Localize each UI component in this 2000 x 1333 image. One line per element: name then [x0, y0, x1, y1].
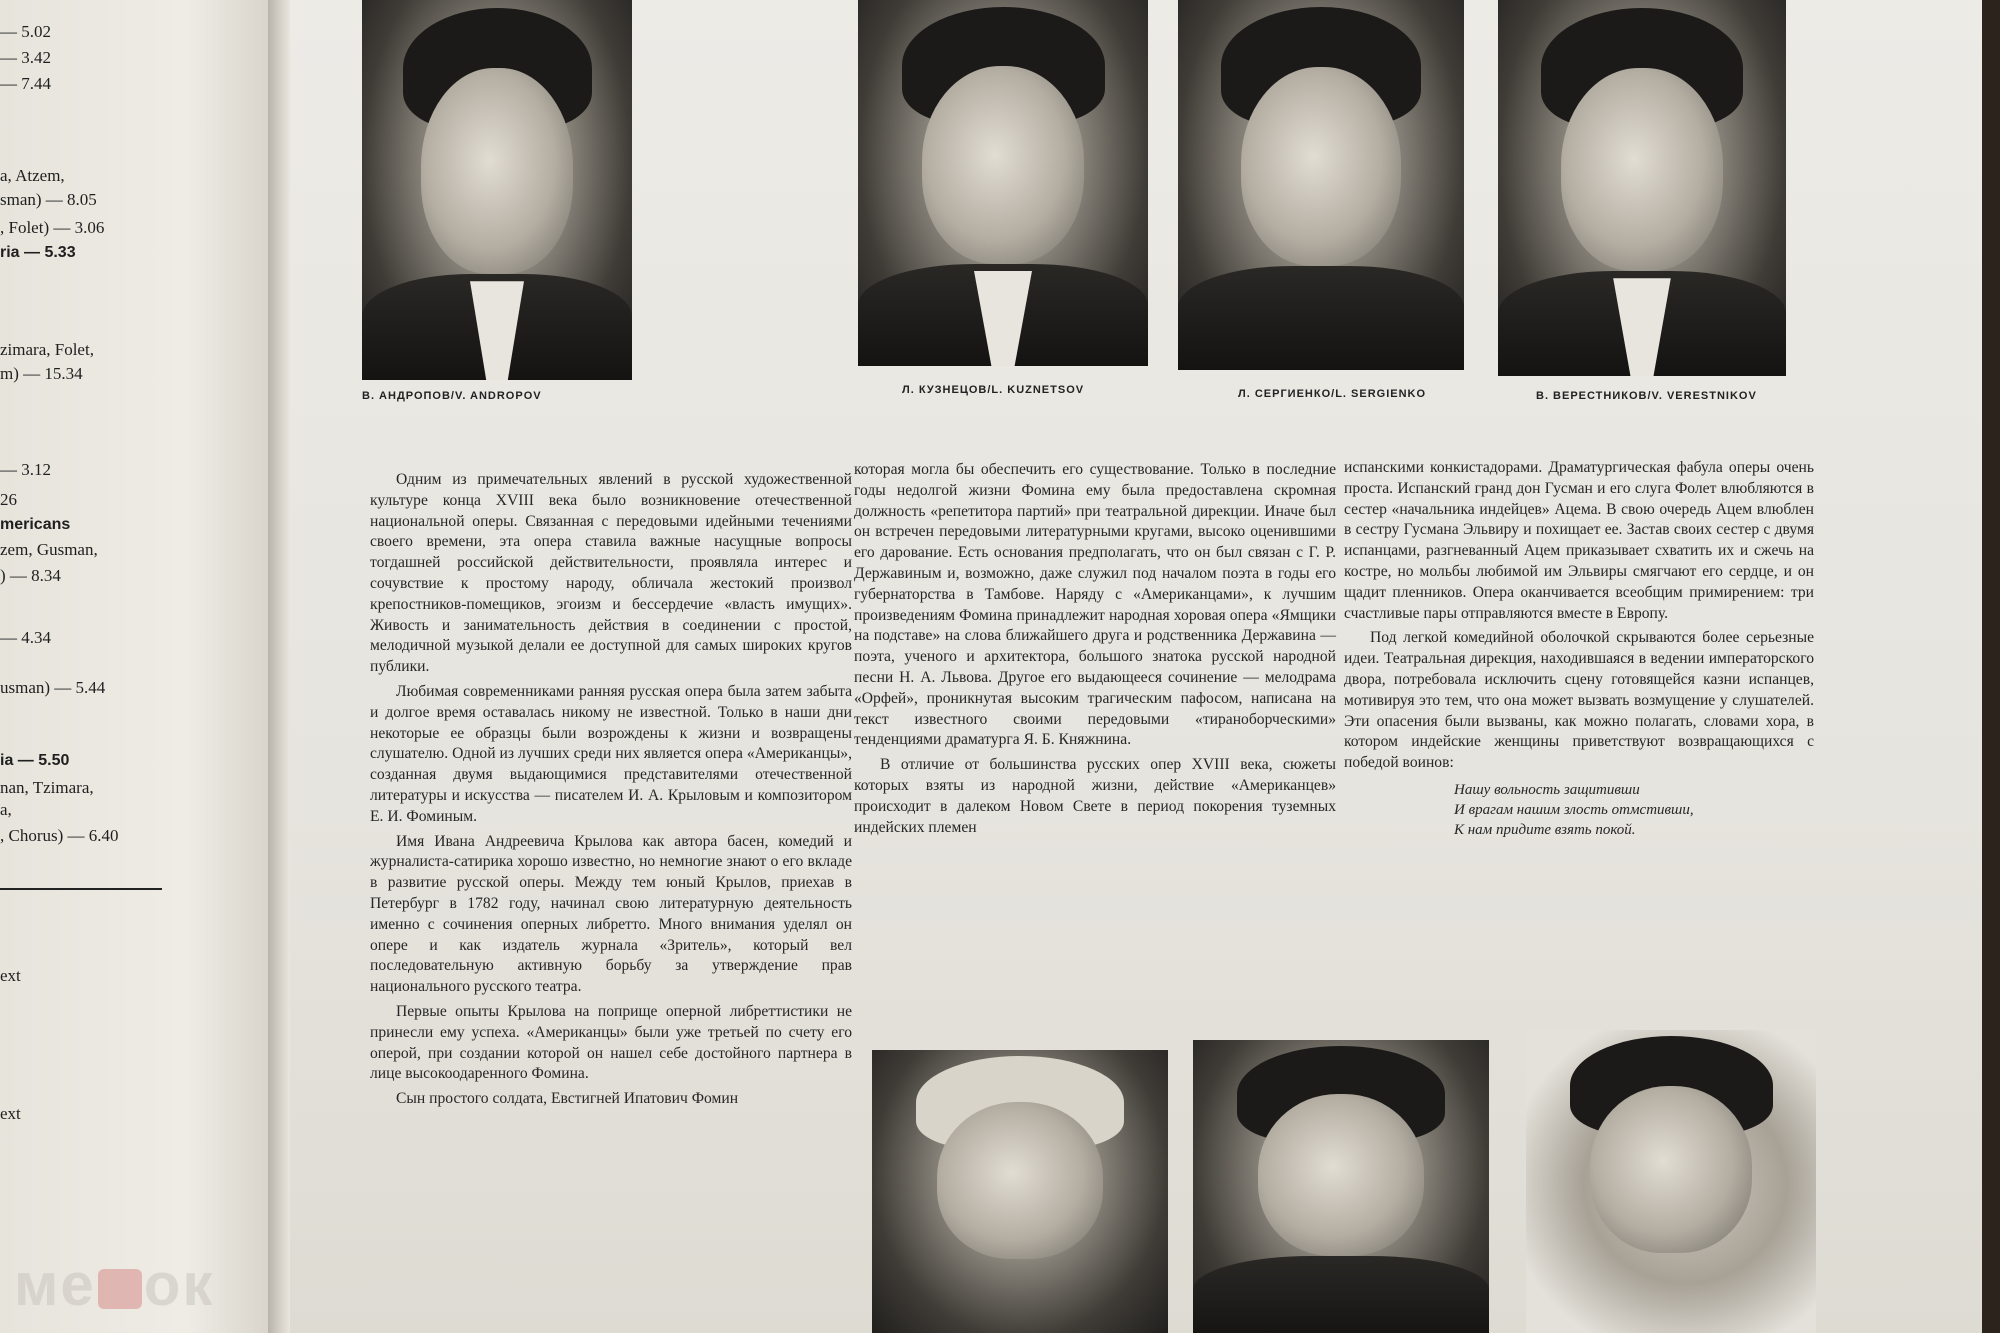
verse-line: К нам придите взять покой.	[1454, 821, 1636, 838]
chorus-verse	[1454, 780, 1814, 840]
tracklist-line: — 5.02	[0, 22, 51, 41]
paragraph: Под легкой комедийной оболочкой скрываются более серьезные идеи. Театральная дирекция, находившаяся в ведении императорского двора, потребовала исключить сцену готовящейся казни испанцев, мотивируя это тем, что она может вызвать возмущение у слушателей. Эти опасения были вызваны, как можно полагать, словами хора, в котором индейские женщины приветствуют возвращающихся с победой воинов:	[1344, 629, 1814, 772]
tracklist-line: — 4.34	[0, 628, 51, 647]
portrait-andropov	[362, 0, 632, 380]
portrait-kuznetsov	[858, 0, 1148, 366]
book-gutter	[268, 0, 290, 1333]
article-column-1	[370, 470, 852, 1110]
caption-kuznetsov: Л. КУЗНЕЦОВ/L. KUZNETSOV	[902, 384, 1085, 396]
verse-line: Нашу вольность защитивши	[1454, 781, 1640, 798]
tracklist-line: zem, Gusman,	[0, 540, 98, 559]
paragraph: Сын простого солдата, Евстигней Ипатович Фомин	[396, 1090, 739, 1108]
tracklist-line: ) — 8.34	[0, 566, 61, 585]
paragraph: испанскими конкистадорами. Драматургическая фабула оперы очень проста. Испанский гранд дон Гусман и его слуга Фолет влюбляются в сестер «начальника индейцев» Ацема. В свою очередь Ацем влюблен в сестру Гусмана Эльвиру и похищает ее. Застав своих сестер с двумя испанцами, разгневанный Ацем приказывает схватить их и сжечь на костре, но мольбы любимой им Эльвиры смягчают его сердце, и он щадит пленников. Опера оканчивается всеобщим примирением: три счастливые пары отправляются вместе в Европу.	[1344, 459, 1814, 622]
caption-verestnikov: В. ВЕРЕСТНИКОВ/V. VERESTNIKOV	[1536, 390, 1757, 402]
tracklist-line: — 3.12	[0, 460, 51, 479]
tracklist-line: mericans	[0, 516, 71, 533]
tracklist-line: sman) — 8.05	[0, 190, 97, 209]
tracklist-line: m) — 15.34	[0, 364, 83, 383]
page-right-edge	[1982, 0, 2000, 1333]
tracklist-line: , Chorus) — 6.40	[0, 826, 119, 845]
tracklist-line: — 3.42	[0, 48, 51, 67]
tracklist-line: ria — 5.33	[0, 244, 76, 261]
left-page-edge	[0, 0, 268, 1333]
portrait-sergienko	[1178, 0, 1464, 370]
portrait-bottom-3	[1526, 1030, 1816, 1333]
paragraph: Одним из примечательных явлений в русской художественной культуре конца XVIII века было возникновение отечественной национальной оперы. Связанная с передовыми идейными течениями своего времени, эта опера ставила важные насущные вопросы тогдашней российской действительности, проявляла интерес и сочувствие к простому народу, обличала жестокий произвол крепостников-помещиков, эгоизм и бессердечие «власть имущих». Живость и занимательность действия в соединении с простой, мелодичной музыкой делали ее доступной для самых широких кругов публики.	[370, 471, 852, 676]
tracklist-line: 26	[0, 490, 17, 509]
verse-line: И врагам нашим злость отмстивши,	[1454, 801, 1694, 818]
tracklist-line: zimara, Folet,	[0, 340, 94, 359]
tracklist-line: usman) — 5.44	[0, 678, 106, 697]
portrait-bottom-1	[872, 1050, 1168, 1333]
paragraph: Любимая современниками ранняя русская опера была затем забыта и долгое время оставалась никому не известной. Только в наши дни некоторые ее образцы были возрождены к жизни и возвращены слушателю. Одной из лучших среди них является опера «Американцы», созданная двумя выдающимися представителями отечественной литературы и искусства — писателем И. А. Крыловым и композитором Е. И. Фоминым.	[370, 682, 852, 825]
caption-sergienko: Л. СЕРГИЕНКО/L. SERGIENKO	[1238, 388, 1427, 400]
caption-andropov: В. АНДРОПОВ/V. ANDROPOV	[362, 390, 542, 402]
paragraph: Первые опыты Крылова на поприще оперной либреттистики не принесли ему успеха. «Американцы» были уже третьей по счету его оперой, при создании которой он нашел себе достойного партнера в лице высокоодаренного Фомина.	[370, 1002, 852, 1083]
tracklist-line: a,	[0, 800, 12, 819]
tracklist-line: , Folet) — 3.06	[0, 218, 105, 237]
right-page	[290, 0, 1982, 1333]
article-column-3	[1344, 458, 1814, 840]
portrait-verestnikov	[1498, 0, 1786, 376]
watermark-logo: ме ок	[14, 1251, 215, 1318]
tracklist-line: — 7.44	[0, 74, 51, 93]
paragraph: В отличие от большинства русских опер XVIII века, сюжеты которых взяты из народной жизни, действие «Американцев» происходит в далеком Новом Свете в период покорения туземных индейских племен	[854, 756, 1336, 836]
tracklist-line: a, Atzem,	[0, 166, 65, 185]
shopping-bag-icon	[98, 1269, 142, 1309]
paragraph: которая могла бы обеспечить его существование. Только в последние годы недолгой жизни Фомина ему была предоставлена скромная должность «репетитора партий» при театральной дирекции. Иначе был он встречен передовыми литературными кругами, высоко оценившими его дарование. Есть основания предполагать, что он был связан с Г. Р. Державиным и, возможно, даже служил под началом поэта в годы его губернаторства в Тамбове. Наряду с «Американцами», к лучшим произведениям Фомина принадлежит народная хоровая опера «Ямщики на подставе» на слова ближайшего друга и родственника Державина — поэта, ученого и архитектора, большого знатока русской народной песни Н. А. Львова. Другое его выдающееся сочинение — мелодрама «Орфей», проникнутая высоким трагическим пафосом, написана на текст известного своими передовыми «тираноборческими» тенденциями драматурга Я. Б. Княжнина.	[854, 461, 1336, 749]
tracklist-line: ext	[0, 966, 21, 985]
left-page-divider	[0, 888, 162, 890]
paragraph: Имя Ивана Андреевича Крылова как автора басен, комедий и журналиста-сатирика хорошо известно, но немногие знают о его вкладе в развитие русской оперы. Между тем юный Крылов, приехав в Петербург в 1782 году, начинал свою литературную деятельность именно с сочинения оперных либретто. Много внимания уделял он опере и как издатель журнала «Зритель», который вел последовательную активную борьбу за утверждение прав национального русского театра.	[370, 832, 852, 996]
tracklist-line: nan, Tzimara,	[0, 778, 94, 797]
article-column-2	[854, 460, 1336, 838]
tracklist-line: ext	[0, 1104, 21, 1123]
portrait-bottom-2	[1193, 1040, 1489, 1333]
tracklist-line: ia — 5.50	[0, 752, 70, 769]
